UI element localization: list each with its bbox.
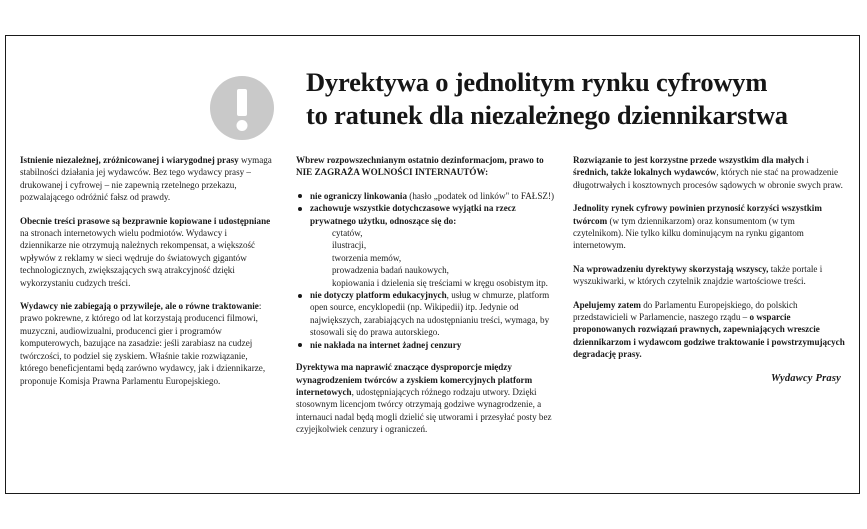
paragraph-lead: Wydawcy nie zabiegają o przywileje, ale o równe traktowanie (20, 301, 259, 312)
paragraph-lead: Dyrektywa ma naprawić znaczące dysproporcje między wynagrodzeniem twórców a zyskiem komercyjnych platform internetowych (296, 362, 533, 397)
bullet-lead: zachowuje wszystkie dotychczasowe wyjątki na rzecz prywatnego użytku, odnoszące się do: (310, 203, 516, 226)
paragraph-lead: Na wprowadzeniu dyrektywy skorzystają wszyscy, (573, 263, 769, 274)
list-subitem: prowadzenia badań naukowych, (332, 265, 449, 276)
paragraph-body: : prawo pokrewne, z którego od lat korzystają producenci filmowi, muzyczni, audiowizualni, producenci gier i programów komputerowych, bazujące na zasadzie: jeśli zarabiasz na cudzej twórczości, to podziel się zyskiem. Właśnie takie rozwiązanie, którego beneficjentami będą zarówno wydawcy, jak i dziennikarze, proponuje Komisja Prawna Parlamentu Europejskiego. (20, 301, 266, 386)
paragraph-lead-2: o wsparcie proponowanych rozwiązań prawnych, zapewniających wreszcie dziennikarzom i wydawcom godziwe traktowanie i powstrzymujących degradację prasy. (573, 312, 845, 360)
benefits-bullet-list (296, 190, 558, 351)
bullet-subitem-list (310, 227, 558, 289)
bullet-body: , usług w chmurze, platform open source, encyklopedii (np. Wikipedii) itp. Jedynie od największych, zarabiających na udostępnianiu treści, wymaga, by stosowali się do prawa autorskiego. (310, 290, 550, 338)
title-line-2: to ratunek dla niezależnego dziennikarstwa (306, 100, 788, 130)
list-item (296, 339, 558, 351)
intro-emphasis: NIE ZAGRAŻA WOLNOŚCI INTERNAUTÓW (296, 167, 486, 178)
list-item (296, 202, 558, 289)
paragraph-lead: Apelujemy zatem (573, 299, 641, 310)
paragraph-connector: i (804, 155, 809, 165)
paragraph-body: na stronach internetowych wielu podmiotów. Wydawcy i dziennikarze nie otrzymują należnych rekompensat, a większość wpływów z reklamy w sieci wędruje do światowych gigantów technologicznych, zwiększających swą atrakcyjność dzięki wykorzystaniu cudzych treści. (20, 228, 256, 288)
list-subitem: kopiowania i dzielenia się treściami w kręgu osobistym itp. (332, 277, 548, 288)
signature: Wydawcy Prasy (771, 373, 841, 384)
paragraph-lead: Jednolity rynek cyfrowy powinien przynosić korzyści wszystkim twórcom (573, 203, 822, 226)
paragraph-body: , których nie stać na prowadzenie długotrwałych i kosztownych procesów sądowych w obronie swych praw. (573, 167, 843, 190)
paragraph (573, 263, 845, 288)
text-column-2 (296, 154, 558, 436)
bullet-lead: nie dotyczy platform edukacyjnych (310, 290, 447, 301)
paragraph-lead-2: średnich, także lokalnych wydawców (573, 167, 717, 178)
list-item (296, 190, 558, 202)
paragraph (573, 202, 845, 252)
list-subitem: tworzenia memów, (332, 252, 402, 263)
text-column-3 (573, 154, 845, 361)
exclamation-stem (237, 89, 247, 116)
paragraph (20, 215, 275, 289)
title-line-1: Dyrektywa o jednolitym rynku cyfrowym (306, 67, 768, 97)
intro-tail: : (485, 167, 489, 178)
paragraph-lead: Istnienie niezależnej, zróżnicowanej i wiarygodnej prasy (20, 155, 239, 165)
paragraph (20, 154, 275, 204)
paragraph-body: także portale i wyszukiwarki, w których czytelnik znajdzie wartościowe treści. (573, 263, 823, 287)
list-item (296, 289, 558, 339)
bullet-body: (hasło „podatek od linków" to FAŁSZ!) (407, 190, 555, 201)
intro-lead: Wbrew rozpowszechnianym ostatnio dezinformacjom, (296, 155, 507, 165)
exclamation-mark-icon (210, 76, 274, 140)
paragraph-lead: Obecnie treści prasowe są bezprawnie kopiowane i udostępniane (20, 215, 271, 226)
bullet-lead: nie nakłada na internet żadnej cenzury (310, 339, 462, 350)
paragraph (573, 299, 845, 361)
closing-paragraph (296, 361, 558, 435)
poster-header (6, 54, 859, 152)
paragraph-body: do Parlamentu Europejskiego, do polskich przedstawicieli w Parlamencie, naszego rządu – (573, 299, 798, 323)
paragraph-body: (w tym dziennikarzom) oraz konsumentom (w tym czytelnikom). Nie tylko kilku dominującym na rynku gigantom internetowym. (573, 215, 804, 251)
list-subitem: cytatów, (332, 228, 363, 239)
paragraph-lead: Rozwiązanie to jest korzystne przede wszystkim dla małych (573, 155, 805, 165)
intro-middle: prawo to (506, 155, 544, 165)
paragraph (573, 154, 845, 191)
paragraph-body: wymaga stabilności działania jej wydawców. Bez tego wydawcy prasy – drukowanej i cyfrowej – nie zapewnią rzetelnego przekazu, pozwalającego odróżnić fałsz od prawdy. (20, 155, 272, 203)
bullet-lead: nie ograniczy linkowania (310, 190, 408, 201)
intro-paragraph (296, 154, 558, 179)
page-title (306, 66, 851, 132)
exclamation-dot (237, 120, 248, 131)
text-column-1 (20, 154, 275, 387)
poster-frame (5, 35, 860, 494)
paragraph-body: , udostępniających różnego rodzaju utwory. Dzięki stosownym licencjom twórcy otrzymają godziwe wynagrodzenie, a internauci nadal będą mogli dzielić się utworami i przesyłać posty bez czyjejkolwiek cenzury i ograniczeń. (296, 386, 552, 435)
list-subitem: ilustracji, (332, 240, 367, 251)
paragraph (20, 300, 275, 387)
